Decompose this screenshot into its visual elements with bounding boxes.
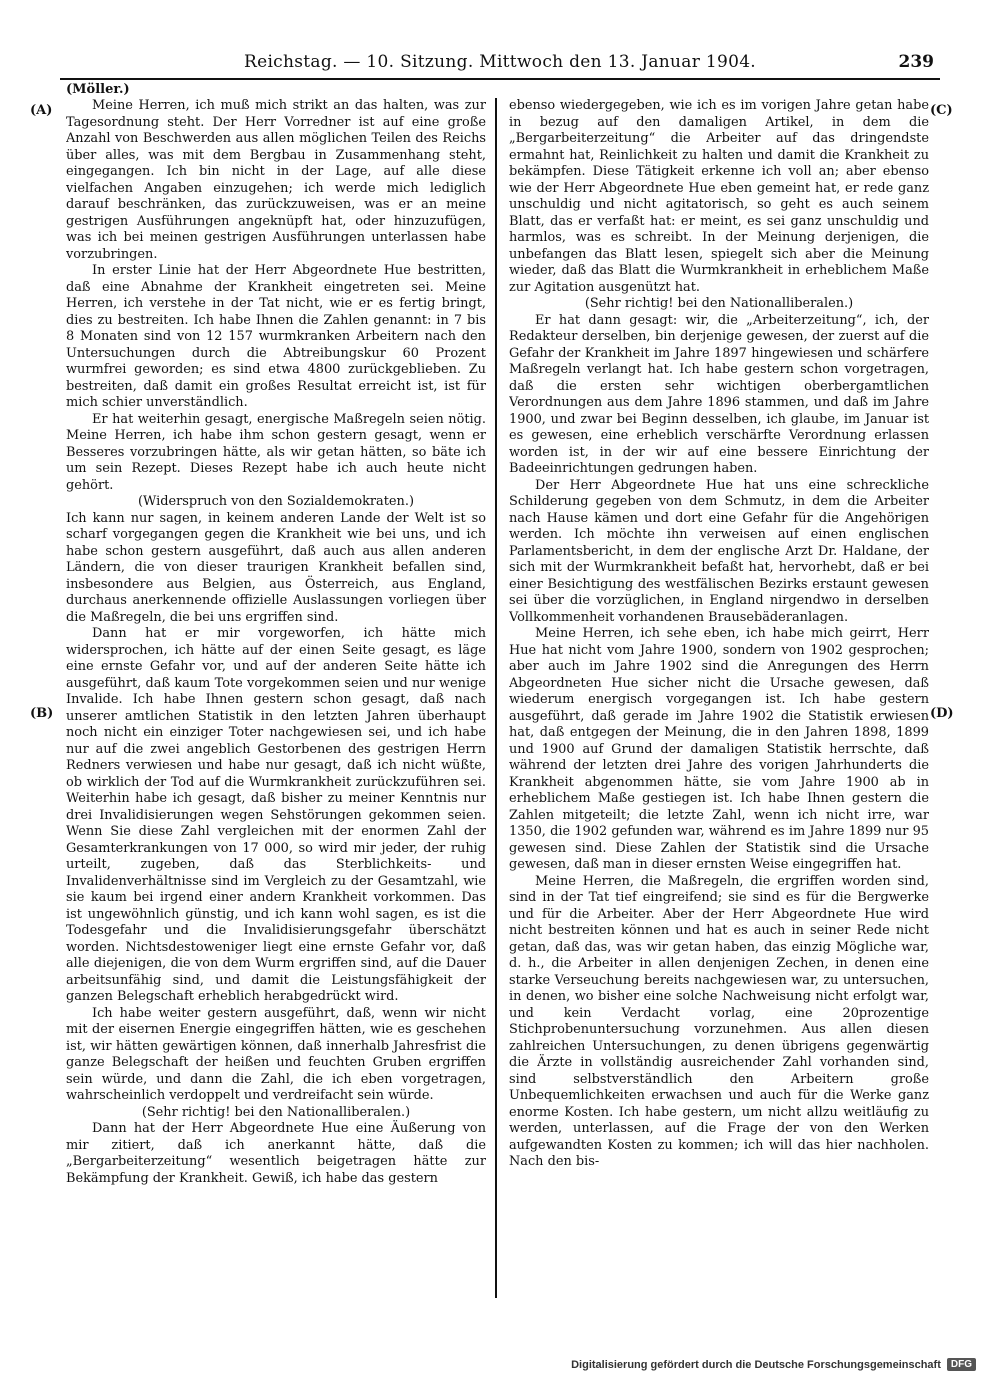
paragraph: Er hat dann gesagt: wir, die „Arbeiterzeitung“, ich, der Redakteur derselben, bin derjenige gewesen, der zuerst auf die Gefahr der Krankheit im Jahre 1897 hingewiesen und schärfere Maßregeln verlangt hat. Ich habe gestern schon vorgetragen, daß die ersten sehr wichtigen oberbergamtlichen Verordnungen aus dem Jahre 1896 stammen, und daß im Jahre 1900, und zwar bei Beginn desselben, ich glaube, im Januar ist es gewesen, eine erheblich verschärfte Verordnung erlassen worden ist, in der wir auf eine bessere Einrichtung der Badeeinrichtungen gedrungen haben. bbox=[509, 312, 929, 476]
margin-mark-d: (D) bbox=[930, 706, 954, 721]
paragraph: Dann hat er mir vorgeworfen, ich hätte mich widersprochen, ich hätte auf der einen Seite gesagt, es läge eine ernste Gefahr vor, und auf der anderen Seite hätte ich ausgeführt, daß kaum Tote vorgekommen seien und nur wenige Invalide. Ich habe Ihnen gestern schon gesagt, daß nach unserer amtlichen Statistik in den letzten Jahren überhaupt noch nicht ein einziger Toter nachgewiesen sei, und ich habe nur auf die zwei angeblich Gestorbenen des gestrigen Herrn Redners verwiesen und habe nur gesagt, daß ich nicht wüßte, ob wirklich der Tod auf die Wurmkrankheit zurückzuführen sei. Weiterhin habe ich gesagt, daß bisher zu meiner Kenntnis nur drei Invalidisierungen wegen Sehstörungen gekommen seien. Wenn Sie diese Zahl vergleichen mit der enormen Zahl der Gesamterkrankungen von 17 000, so wird mir jeder, der ruhig urteilt, zugeben, daß das Sterblichkeits- und Invalidenverhältnisse sind im Vergleich zu der Gesamtzahl, wie sie kaum bei irgend einer andern Krankheit vorkommen. Das ist ungewöhnlich günstig, und ich kann wohl sagen, es ist die Todesgefahr und die Invalidisierungsgefahr überschätzt worden. Nichtsdestoweniger liegt eine ernste Gefahr vor, daß alle diejenigen, die von dem Wurm ergriffen sind, auf die Dauer arbeitsunfähig sind, und damit die Leistungsfähigkeit der ganzen Belegschaft erheblich herabgedrückt wird. bbox=[66, 626, 486, 1004]
paragraph: Meine Herren, ich muß mich strikt an das halten, was zur Tagesordnung steht. Der Herr Vorredner ist auf eine große Anzahl von Beschwerden aus allen möglichen Teilen des Reichs über alles, was mit dem Bergbau in Zusammenhang steht, eingegangen. Ich bin nicht in der Lage, auf alle diese vielfachen Angaben einzugehen; ich werde mich lediglich darauf beschränken, das zurückzuweisen, was er an meine gestrigen Ausführungen angeknüpft hat, oder hinzuzufügen, was ich bei meinen gestrigen Ausführungen unterlassen habe vorzubringen. bbox=[66, 98, 486, 262]
margin-mark-a: (A) bbox=[30, 103, 53, 118]
paragraph: In erster Linie hat der Herr Abgeordnete Hue bestritten, daß eine Abnahme der Krankheit eingetreten sei. Meine Herren, ich verstehe in der Tat nicht, wie er es fertig bringt, dies zu bestreiten. Ich habe Ihnen die Zahlen genannt: in 7 bis 8 Monaten sind von 12 157 wurmkranken Arbeitern nach den Untersuchungen durch die Abtreibungskur 60 Prozent wurmfrei geworden; es sind etwa 4800 zurückgeblieben. Zu bestreiten, daß damit ein großes Resultat erreicht ist, ist für mich schier unverständlich. bbox=[66, 263, 486, 410]
paragraph: Ich habe weiter gestern ausgeführt, daß, wenn wir nicht mit der eisernen Energie eingegriffen hätten, wie es geschehen ist, wir hätten gewärtigen können, daß innerhalb Jahresfrist die ganze Belegschaft der heißen und feuchten Gruben ergriffen sein würde, und dann die Zahl, die ich eben vorgetragen, wahrscheinlich verdoppelt und verdreifacht sein würde. bbox=[66, 1005, 486, 1103]
speaker-name: (Möller.) bbox=[66, 82, 130, 97]
right-column bbox=[509, 98, 929, 1298]
left-column bbox=[66, 98, 486, 1298]
footer-text: Digitalisierung gefördert durch die Deutsche Forschungsgemeinschaft bbox=[571, 1358, 941, 1371]
margin-mark-c: (C) bbox=[930, 103, 953, 118]
interjection: (Sehr richtig! bei den Nationalliberalen.) bbox=[141, 1104, 411, 1120]
running-header bbox=[60, 52, 940, 80]
interjection: (Widerspruch von den Sozialdemokraten.) bbox=[138, 494, 414, 509]
paragraph: Er hat weiterhin gesagt, energische Maßregeln seien nötig. Meine Herren, ich habe ihm schon gestern gesagt, wenn er Besseres vorzubringen hätte, als wir getan hätten, so bäte ich um sein Rezept. Dieses Rezept habe ich auch heute nicht gehört. bbox=[66, 411, 486, 493]
running-title: Reichstag. — 10. Sitzung. Mittwoch den 13. Januar 1904. bbox=[243, 52, 757, 72]
margin-mark-b: (B) bbox=[30, 706, 54, 721]
paragraph: Der Herr Abgeordnete Hue hat uns eine schreckliche Schilderung gegeben von dem Schmutz, in dem die Arbeiter nach Hause kämen und dort eine Gefahr für die Angehörigen werden. Ich möchte ihn verweisen auf einen englischen Parlamentsbericht, in dem der englische Arzt Dr. Haldane, der sich mit der Wurmkrankheit befaßt hat, hervorhebt, daß er bei einer Besichtigung des westfälischen Bezirks erstaunt gewesen sei über die vorzüglichen, in England nirgendwo in derselben Vollkommenheit vorhandenen Brausebäderanlagen. bbox=[509, 477, 929, 625]
digitization-footer bbox=[571, 1358, 976, 1371]
paragraph: Meine Herren, die Maßregeln, die ergriffen worden sind, sind in der Tat tief eingreifend; sie sind es für die Bergwerke und für die Arbeiter. Aber der Herr Abgeordnete Hue wird nicht bestreiten können und hat es auch in seiner Rede nicht getan, daß das, was wir getan haben, das einzig Mögliche war, d. h., die Arbeiter in allen denjenigen Zechen, in denen eine starke Verseuchung bereits nachgewiesen war, zu untersuchen, in denen, wo bisher eine solche Nachweisung nicht erfolgt war, und kein Verdacht vorlag, eine 20prozentige Stichprobenuntersuchung vorzunehmen. Aus allen diesen zahlreichen Untersuchungen, zu denen übrigens gegenwärtig die Ärzte in vollständig ausreichender Zahl vorhanden sind, sind selbstverständlich den Arbeitern große Unbequemlichkeiten erwachsen und auch für die Werke ganz enorme Kosten. Ich habe gestern, um nicht allzu weitläufig zu werden, unterlassen, auf die Frage der von den Werken aufgewandten Kosten zu kommen; ich will das hier nachholen. Nach den bis- bbox=[509, 873, 929, 1169]
column-divider bbox=[495, 98, 497, 1298]
interjection: (Sehr richtig! bei den Nationalliberalen.) bbox=[584, 296, 854, 311]
paragraph: Dann hat der Herr Abgeordnete Hue eine Äußerung von mir zitiert, daß ich anerkannt hätte, daß die „Bergarbeiterzeitung“ wesentlich beigetragen hätte zur Bekämpfung der Krankheit. Gewiß, ich habe das gestern bbox=[66, 1121, 486, 1186]
paragraph: Ich kann nur sagen, in keinem anderen Lande der Welt ist so scharf vorgegangen gegen die Krankheit wie bei uns, und ich habe schon gestern ausgeführt, daß auch aus allen anderen Ländern, die von dieser traurigen Krankheit befallen sind, insbesondere aus Belgien, aus Österreich, aus England, durchaus anerkennende offizielle Auslassungen vorliegen über die Maßregeln, die bei uns ergriffen sind. bbox=[66, 510, 486, 625]
paragraph: Meine Herren, ich sehe eben, ich habe mich geirrt, Herr Hue hat nicht vom Jahre 1900, sondern von 1902 gesprochen; aber auch im Jahre 1902 sind die Anregungen des Herrn Abgeordneten Hue sicher nicht die Ursache gewesen, daß wiederum energisch vorgegangen ist. Ich habe gestern ausgeführt, daß gerade im Jahre 1902 die Statistik erwiesen hat, daß entgegen der Meinung, die in den Jahren 1898, 1899 und 1900 auf Grund der damaligen Statistik herrschte, daß während der letzten drei Jahre des vorigen Jahrhunderts die Krankheit abgenommen hätte, sie vom Jahre 1900 ab in erheblichem Maße gestiegen ist. Ich habe Ihnen gestern die Zahlen mitgeteilt; die letzte Zahl, wenn ich nicht irre, war 1350, die 1902 gefunden war, während es im Jahre 1899 nur 95 gewesen sind. Diese Zahlen der Statistik sind die Ursache gewesen, daß man in dieser ernsten Weise eingegriffen hat. bbox=[509, 626, 929, 872]
paragraph: ebenso wiedergegeben, wie ich es im vorigen Jahre getan habe in bezug auf den damaligen Artikel, in dem die „Bergarbeiterzeitung“ die Arbeiter auf das dringendste ermahnt hat, Reinlichkeit zu halten und damit die Krankheit zu bekämpfen. Diese Tätigkeit erkenne ich voll an; aber ebenso wie der Herr Abgeordnete Hue eben gemeint hat, er rede ganz unschuldig und nicht agitatorisch, so geht es auch seinem Blatt, das er verfaßt hat: er meint, es sei ganz unschuldig und harmlos, was es schreibt. In der Meinung derjenigen, die unbefangen das Blatt lesen, spiegelt sich aber die Meinung wieder, daß das Blatt die Wurmkrankheit in erheblichem Maße zur Agitation ausgenützt hat. bbox=[509, 98, 929, 295]
dfg-logo-icon: DFG bbox=[947, 1358, 976, 1371]
page-number: 239 bbox=[898, 52, 934, 72]
